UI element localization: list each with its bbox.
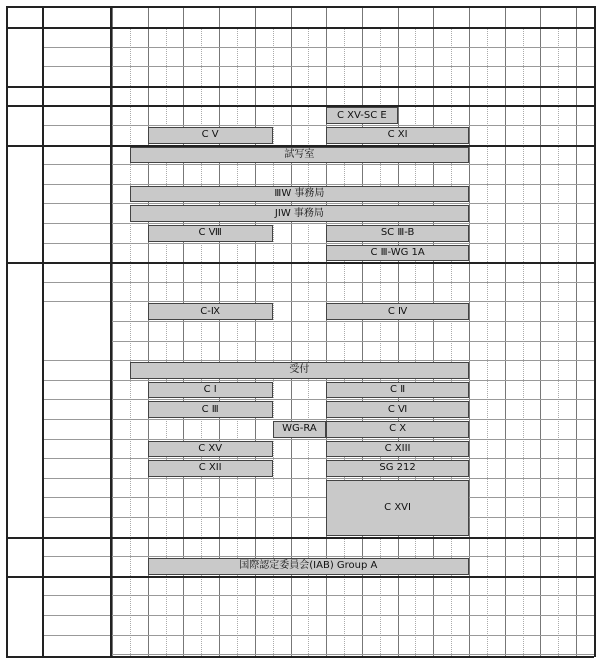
room-row-line (42, 556, 110, 557)
room-row-line (42, 595, 110, 596)
booking-block[interactable] (326, 225, 469, 242)
booking-block[interactable] (148, 401, 273, 418)
hour-gridline (576, 6, 577, 656)
booking-label: SG 212 (379, 462, 416, 474)
room-row-line (42, 164, 110, 165)
booking-block[interactable] (130, 186, 469, 203)
room-row-line (42, 635, 110, 636)
booking-block[interactable] (326, 382, 469, 399)
room-row-line (42, 380, 110, 381)
floor-divider (6, 105, 594, 107)
booking-block[interactable] (326, 460, 469, 477)
row-gridline (110, 419, 594, 420)
booking-block[interactable] (148, 460, 273, 477)
row-gridline (110, 282, 594, 283)
booking-label: 受付 (289, 364, 310, 376)
booking-block[interactable] (326, 127, 469, 144)
booking-block[interactable] (326, 245, 469, 262)
booking-label: 国際認定委員会(IAB) Group A (239, 560, 378, 572)
row-gridline (110, 439, 594, 440)
booking-block[interactable] (326, 303, 469, 320)
row-gridline (110, 458, 594, 459)
booking-label: WG-RA (282, 423, 317, 435)
room-row-line (42, 203, 110, 204)
row-gridline (110, 341, 594, 342)
booking-label: C XV (198, 442, 223, 454)
row-gridline (110, 301, 594, 302)
booking-label: SC Ⅲ-B (380, 227, 415, 239)
hour-gridline (540, 6, 541, 656)
row-gridline (110, 66, 594, 67)
row-gridline (110, 556, 594, 557)
booking-label: C-Ⅸ (200, 305, 221, 317)
booking-label: C Ⅲ-WG 1A (370, 246, 425, 258)
row-gridline (110, 243, 594, 244)
booking-label: C XI (387, 129, 408, 141)
room-row-line (42, 517, 110, 518)
booking-label: C Ⅰ (203, 384, 217, 396)
booking-block[interactable] (148, 441, 273, 458)
row-gridline (110, 125, 594, 126)
booking-label: JIW 事務局 (274, 207, 324, 219)
booking-block[interactable] (148, 127, 273, 144)
table-border-top (6, 6, 594, 8)
room-row-line (42, 184, 110, 185)
booking-label: C X (389, 423, 407, 435)
floor-divider (6, 262, 594, 264)
row-gridline (110, 635, 594, 636)
booking-label: C Ⅷ (198, 227, 222, 239)
table-border-left (6, 6, 8, 656)
room-row-line (42, 125, 110, 126)
booking-block[interactable] (148, 225, 273, 242)
row-gridline (110, 615, 594, 616)
booking-label: C XII (198, 462, 222, 474)
table-border-bottom (6, 656, 594, 658)
row-gridline (110, 399, 594, 400)
booking-label: C Ⅲ (201, 403, 219, 415)
booking-label: C Ⅳ (387, 305, 408, 317)
booking-label: C Ⅵ (387, 403, 408, 415)
row-gridline (110, 203, 594, 204)
booking-block[interactable] (130, 147, 469, 164)
room-row-line (42, 478, 110, 479)
room-row-line (42, 419, 110, 420)
booking-label: C Ⅱ (390, 384, 406, 396)
booking-block[interactable] (130, 362, 469, 379)
row-gridline (110, 184, 594, 185)
floor-divider (6, 576, 594, 578)
row-gridline (110, 595, 594, 596)
booking-label: C XV-SC E (337, 109, 387, 121)
room-row-line (42, 439, 110, 440)
room-row-line (42, 301, 110, 302)
row-gridline (110, 47, 594, 48)
floor-column-separator (42, 6, 44, 656)
row-gridline (110, 223, 594, 224)
floor-divider (6, 86, 594, 88)
room-column-separator (110, 6, 112, 656)
booking-label: 試写室 (284, 148, 315, 160)
booking-label: C XVI (384, 501, 411, 513)
booking-block[interactable] (148, 558, 469, 575)
row-gridline (110, 321, 594, 322)
room-row-line (42, 66, 110, 67)
row-gridline (110, 478, 594, 479)
hour-gridline (112, 6, 113, 656)
row-gridline (110, 164, 594, 165)
room-row-line (42, 47, 110, 48)
room-row-line (42, 282, 110, 283)
header-separator (6, 27, 594, 29)
booking-block[interactable] (148, 382, 273, 399)
floor-divider (6, 537, 594, 539)
booking-block[interactable] (326, 441, 469, 458)
booking-label: ⅢW 事務局 (274, 188, 325, 200)
booking-block[interactable] (148, 303, 273, 320)
booking-block[interactable] (130, 205, 469, 222)
hour-gridline (469, 6, 470, 656)
room-row-line (42, 399, 110, 400)
room-row-line (42, 615, 110, 616)
row-gridline (110, 360, 594, 361)
booking-block[interactable] (326, 107, 397, 124)
booking-block[interactable] (326, 480, 469, 536)
row-gridline (110, 380, 594, 381)
booking-block[interactable] (273, 421, 327, 438)
booking-block[interactable] (326, 401, 469, 418)
hour-gridline (505, 6, 506, 656)
booking-label: C V (201, 129, 219, 141)
booking-label: C XIII (384, 442, 411, 454)
room-row-line (42, 497, 110, 498)
table-border-right (594, 6, 596, 657)
room-row-line (42, 360, 110, 361)
booking-block[interactable] (326, 421, 469, 438)
room-row-line (42, 243, 110, 244)
room-row-line (42, 223, 110, 224)
room-row-line (42, 458, 110, 459)
